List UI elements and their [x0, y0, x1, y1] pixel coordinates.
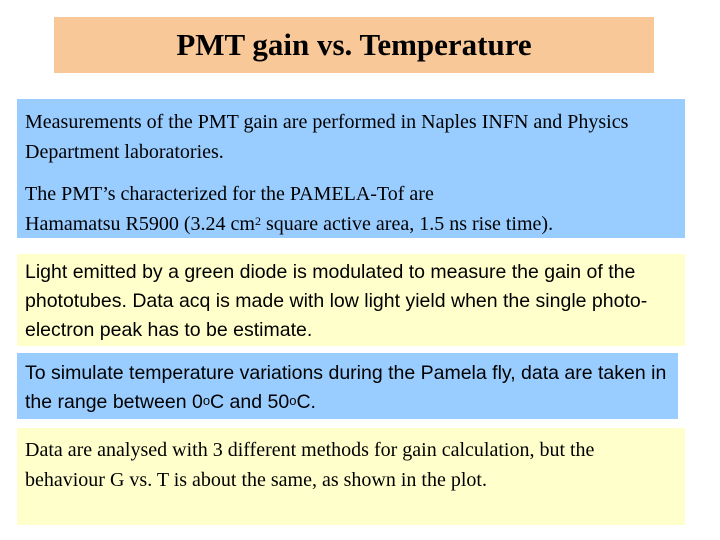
temperature-range-box — [17, 353, 678, 419]
temperature-text-b: C and 50 — [210, 391, 290, 413]
green-diode-paragraph: Light emitted by a green diode is modulated to measure the gain of the phototubes. Data acq is made with low light yield when the single photo-electron peak has to be estimate. — [25, 261, 648, 341]
degree-symbol-2: o — [289, 393, 297, 408]
temperature-range-paragraph — [25, 359, 670, 417]
green-diode-box — [17, 254, 685, 346]
temperature-text-a: To simulate temperature variations during the Pamela fly, data are taken in the range between 0 — [25, 362, 667, 413]
pmt-line-1: The PMT’s characterized for the PAMELA-Tof are — [25, 183, 434, 205]
area-unit-superscript: 2 — [254, 214, 261, 228]
analysis-paragraph: Data are analysed with 3 different methods for gain calculation, but the behaviour G vs. T is about the same, as shown in the plot. — [25, 439, 595, 491]
analysis-methods-box — [17, 428, 685, 525]
slide-title: PMT gain vs. Temperature — [54, 17, 654, 73]
temperature-text-c: C. — [296, 391, 316, 413]
pmt-characterization-paragraph — [25, 179, 677, 239]
pmt-line-2a: Hamamatsu R5900 (3.24 cm — [25, 213, 255, 235]
pmt-line-2b: square active area, 1.5 ns rise time). — [260, 213, 554, 235]
measurements-paragraph: Measurements of the PMT gain are performed in Naples INFN and Physics Department laboratories. — [25, 111, 629, 163]
degree-symbol-1: o — [202, 393, 211, 408]
pmt-measurements-box — [17, 99, 685, 238]
